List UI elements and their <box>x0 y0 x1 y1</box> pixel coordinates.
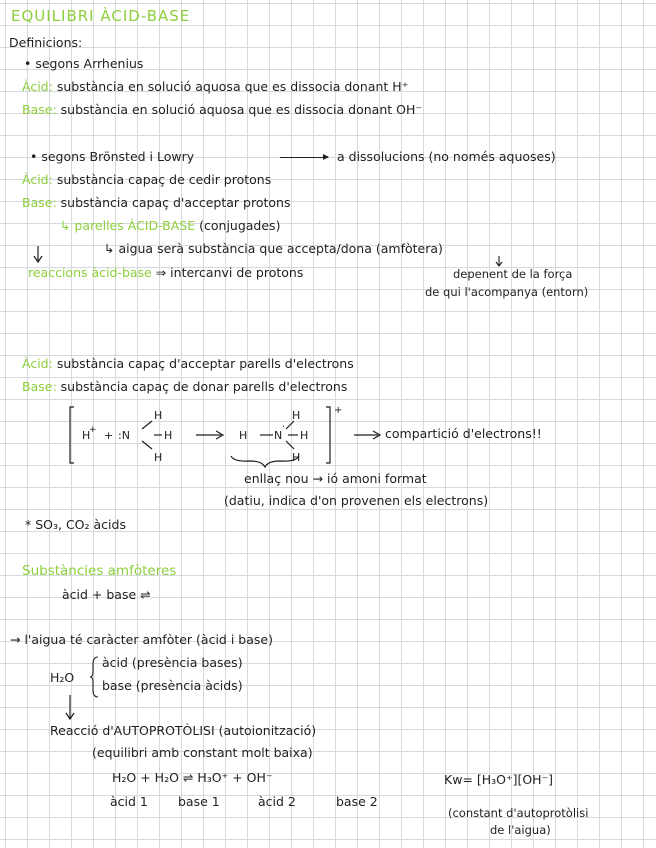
base-definition: substància capaç de donar parells d'electrons <box>60 379 348 394</box>
svg-text:H: H <box>292 409 301 422</box>
base-definition: substància capaç d'acceptar protons <box>60 195 291 210</box>
svg-text:H: H <box>164 429 173 442</box>
bronsted-base <box>22 196 290 210</box>
brace-icon <box>90 656 100 698</box>
reactions-line <box>28 266 303 280</box>
arrhenius-acid <box>22 80 408 94</box>
reactions-text: ⇒ intercanvi de protons <box>155 265 304 280</box>
acid-label: Àcid: <box>22 356 53 371</box>
depends-note-2: de qui l'acompanya (entorn) <box>425 285 589 299</box>
acid-label: Àcid: <box>22 172 53 187</box>
svg-text::N: :N <box>118 429 130 442</box>
equilibrium-note: (equilibri amb constant molt baixa) <box>92 745 313 760</box>
sharing-note: compartició d'electrons!! <box>385 426 542 441</box>
base-label: Base: <box>22 195 57 210</box>
svg-text:H: H <box>154 409 163 422</box>
bronsted-acid <box>22 173 271 187</box>
bronsted-note: a dissolucions (no només aquoses) <box>337 149 556 164</box>
dative-note: (datiu, indica d'on provenen els electrons) <box>224 493 489 508</box>
svg-text:+: + <box>104 429 114 442</box>
depends-note-1: depenent de la força <box>453 267 573 281</box>
kw-note-1: (constant d'autoprotòlisi <box>448 806 589 820</box>
lewis-acid <box>22 357 354 371</box>
pairs-conjugate: (conjugades) <box>199 218 281 233</box>
arrhenius-base <box>22 103 422 117</box>
water-amphoteric-note: ↳ aigua serà substància que accepta/dona (amfòtera) <box>104 241 443 256</box>
kw-note-2: de l'aigua) <box>490 823 551 837</box>
acid-definition: substància capaç d'acceptar parells d'electrons <box>56 356 354 371</box>
water-character: → l'aigua té caràcter amfòter (àcid i base) <box>10 632 273 647</box>
svg-text:.: . <box>282 420 285 430</box>
acid-definition: substància en solució aquosa que es dissocia donant H⁺ <box>56 79 409 94</box>
svg-text:N: N <box>274 429 283 442</box>
acid-label: Àcid: <box>22 79 53 94</box>
amphoteric-equation: àcid + base ⇌ <box>62 587 151 602</box>
acid-definition: substància capaç de cedir protons <box>56 172 272 187</box>
definitions-heading: Definicions: <box>9 35 83 50</box>
svg-text:+: + <box>89 425 97 435</box>
species-base-2: base 2 <box>336 794 378 809</box>
bond-note: enllaç nou → ió amoni format <box>244 471 427 486</box>
reactions-label: reaccions àcid-base <box>28 265 152 280</box>
svg-text:H: H <box>239 429 248 442</box>
species-base-1: base 1 <box>178 794 220 809</box>
species-acid-1: àcid 1 <box>110 794 148 809</box>
autoprotolysis-title: Reacció d'AUTOPROTÒLISI (autoionització) <box>50 723 317 738</box>
arrow-down-icon <box>33 246 43 264</box>
svg-text:H: H <box>300 429 309 442</box>
lewis-examples: * SO₃, CO₂ àcids <box>25 517 126 532</box>
svg-text:+: + <box>334 405 343 416</box>
base-role: base (presència àcids) <box>102 678 243 693</box>
water-formula: H₂O <box>50 670 75 685</box>
acid-role: àcid (presència bases) <box>102 655 243 670</box>
arrow-right-icon <box>280 157 328 158</box>
pairs-arrow: ↳ parelles <box>60 218 124 233</box>
arrhenius-heading: • segons Arrhenius <box>24 56 144 71</box>
svg-text:H: H <box>292 451 301 464</box>
autoprotolysis-equation: H₂O + H₂O ⇌ H₃O⁺ + OH⁻ <box>112 770 273 785</box>
page-title: EQUILIBRI ÀCID-BASE <box>11 7 191 25</box>
species-acid-2: àcid 2 <box>258 794 296 809</box>
amphoteric-heading: Substàncies amfòteres <box>22 563 177 579</box>
pairs-acid-base: ÀCID-BASE <box>127 218 196 233</box>
arrow-down-icon <box>65 695 75 721</box>
base-label: Base: <box>22 102 57 117</box>
conjugate-pairs <box>60 219 280 233</box>
svg-text:H: H <box>154 451 163 464</box>
base-label: Base: <box>22 379 57 394</box>
svg-text:H: H <box>82 429 91 442</box>
base-definition: substància en solució aquosa que es dissocia donant OH⁻ <box>60 102 422 117</box>
lewis-base <box>22 380 347 394</box>
kw-expression: Kw= [H₃O⁺][OH⁻] <box>444 772 554 787</box>
bronsted-heading: • segons Brönsted i Lowry <box>30 149 195 164</box>
